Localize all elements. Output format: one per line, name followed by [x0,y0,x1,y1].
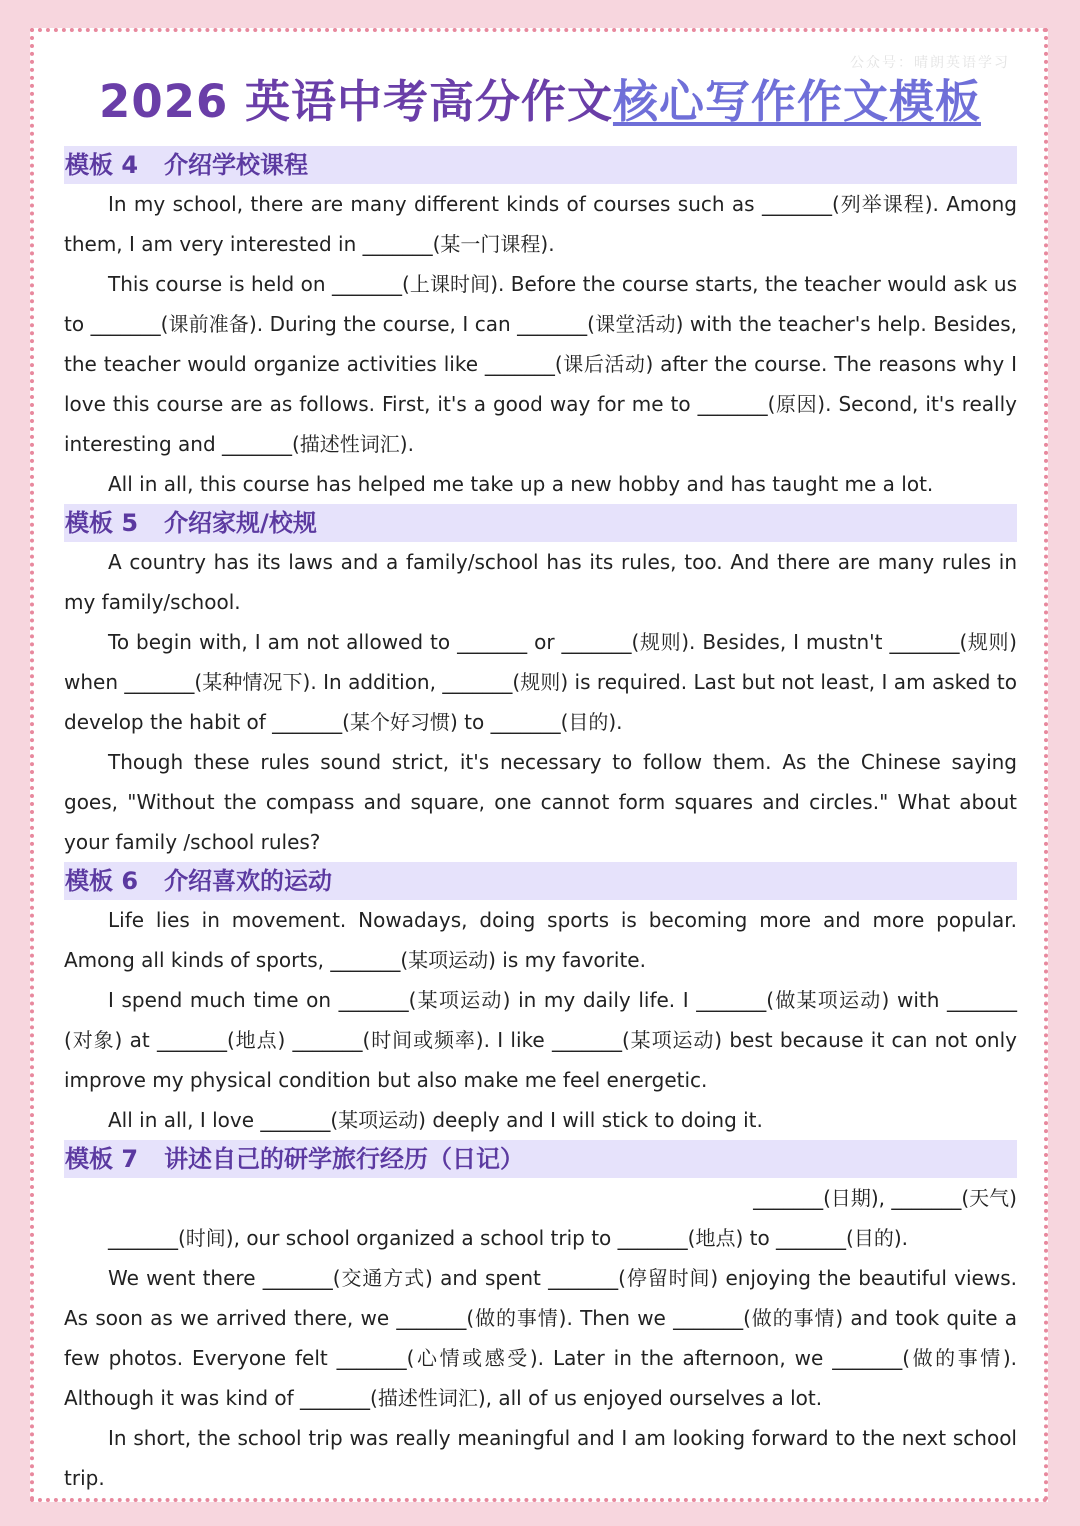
section-heading-template-6 [64,862,1017,900]
paragraph: All in all, this course has helped me take up a new hobby and has taught me a lot. [108,472,934,496]
section-name: 介绍家规/校规 [164,509,317,537]
paragraph: I spend much time on _______(某项运动) in my daily life. I _______(做某项运动) with _______ (对象) at _______(地点) _______(时间或频率). I like _______(某项运动) best because it can not only improve my physical condition but also make me feel energetic. [64,988,1017,1092]
paragraph: Life lies in movement. Nowadays, doing sports is becoming more and more popular. Among all kinds of sports, _______(某项运动) is my favorite. [64,908,1017,972]
section-heading-template-4 [64,146,1017,184]
paragraph: In short, the school trip was really meaningful and I am looking forward to the next school trip. [64,1426,1017,1490]
paragraph: In my school, there are many different kinds of courses such as _______(列举课程). Among them, I am very interested in _______(某一门课程). [64,192,1017,256]
paragraph: Though these rules sound strict, it's necessary to follow them. As the Chinese saying goes, "Without the compass and square, one cannot form squares and circles." What about your family /school rules? [64,750,1017,854]
section-number: 模板 6 [65,867,139,895]
paragraph: All in all, I love _______(某项运动) deeply and I will stick to doing it. [108,1108,763,1132]
templates-content [64,146,1017,1498]
section-name: 介绍喜欢的运动 [164,867,333,895]
diary-date-line: _______(日期), _______(天气) [753,1186,1017,1210]
paragraph: _______(时间), our school organized a school trip to _______(地点) to _______(目的). [108,1226,908,1250]
title-part1: 2026 英语中考高分作文 [99,75,613,128]
section-heading-template-5 [64,504,1017,542]
section-heading-template-7 [64,1140,1017,1178]
section-number: 模板 7 [65,1145,139,1173]
page-title [0,72,1080,132]
section-number: 模板 4 [65,151,139,179]
title-part2: 核心写作作文模板 [612,75,981,128]
paragraph: A country has its laws and a family/school has its rules, too. And there are many rules in my family/school. [64,550,1017,614]
watermark: 公众号：晴朗英语学习 [850,55,1010,71]
section-name: 讲述自己的研学旅行经历（日记） [164,1145,525,1173]
section-number: 模板 5 [65,509,139,537]
section-name: 介绍学校课程 [164,151,309,179]
paragraph: To begin with, I am not allowed to _______ or _______(规则). Besides, I mustn't _______(规则) when _______(某种情况下). In addition, _______(规则) is required. Last but not least, I am asked to develop the habit of _______(某个好习惯) to _______(目的). [64,630,1017,734]
paragraph: We went there _______(交通方式) and spent _______(停留时间) enjoying the beautiful views. As soon as we arrived there, we _______(做的事情). Then we _______(做的事情) and took quite a few photos. Everyone felt _______(心情或感受). Later in the afternoon, we _______(做的事情). Although it was kind of _______(描述性词汇), all of us enjoyed ourselves a lot. [64,1266,1017,1410]
paragraph: This course is held on _______(上课时间). Before the course starts, the teacher would ask us to _______(课前准备). During the course, I can _______(课堂活动) with the teacher's help. Besides, the teacher would organize activities like _______(课后活动) after the course. The reasons why I love this course are as follows. First, it's a good way for me to _______(原因). Second, it's really interesting and _______(描述性词汇). [64,272,1017,456]
